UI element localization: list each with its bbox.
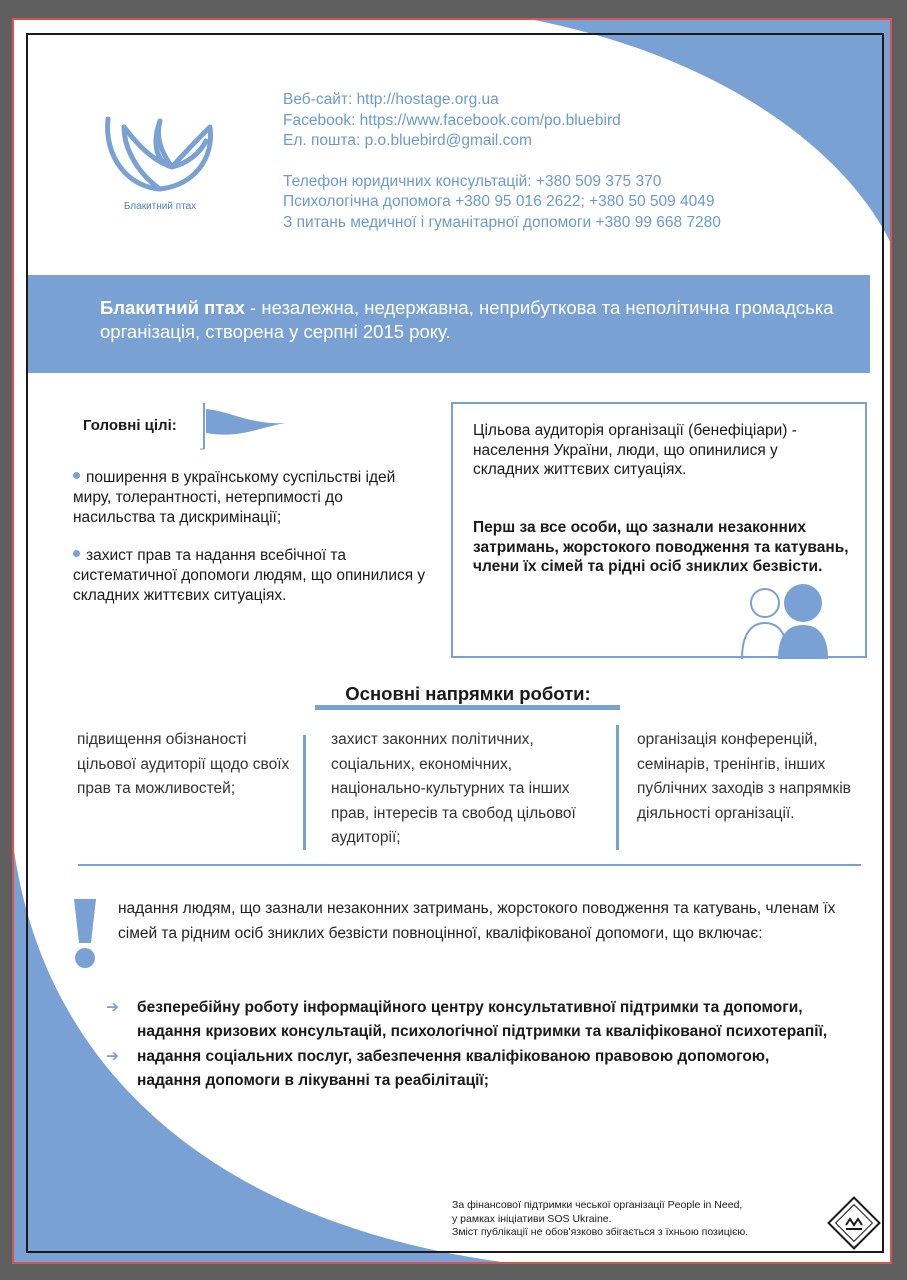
website-link[interactable]: Веб-сайт: http://hostage.org.ua — [283, 91, 499, 108]
bullet-icon — [73, 550, 80, 557]
people-icon — [738, 583, 828, 659]
directions-title-underline — [315, 705, 620, 710]
direction-column-1: підвищення обізнаності цільової аудиторії щодо своїх прав та можливостей; — [77, 731, 290, 798]
flag-icon — [200, 401, 290, 451]
list-item-text: надання допомоги в лікуванні та реабілітації; — [137, 1072, 489, 1090]
list-item-text: надання соціальних послуг, забезпечення кваліфікованою правовою допомогою, — [137, 1047, 770, 1065]
funding-footer — [452, 1199, 812, 1240]
bluebird-logo-icon — [102, 113, 218, 213]
poster-sheet — [12, 18, 892, 1264]
footer-line-2: у рамках ініціативи SOS Ukraine. — [452, 1212, 612, 1225]
arrow-right-icon: ➔ — [106, 999, 119, 1016]
bullet-icon — [73, 472, 80, 479]
audience-text: Цільова аудиторія організації (бенефіціари) - населення України, люди, що опинилися у складних життєвих ситуаціях. — [473, 422, 797, 478]
list-item-text: безперебійну роботу інформаційного центру консультативної підтримки та допомоги, надання кризових консультацій, психологічної підтримки та кваліфікованої психотерапії, — [137, 999, 828, 1041]
facebook-link[interactable]: Facebook: https://www.facebook.com/po.bluebird — [283, 111, 621, 129]
exclamation-icon — [70, 897, 100, 969]
org-description-banner — [28, 275, 870, 373]
content-frame — [26, 33, 884, 1253]
psych-phone: Психологічна допомога +380 95 016 2622; +380 50 509 4049 — [283, 193, 715, 210]
people-in-need-logo-icon — [826, 1195, 882, 1251]
goal-text-2: захист прав та надання всебічної та систематичної допомоги людям, що опинилися у складних життєвих ситуаціях. — [73, 547, 426, 604]
legal-phone: Телефон юридичних консультацій: +380 509 375 370 — [283, 172, 662, 190]
logo-caption: Блакитний птах — [123, 201, 197, 212]
assistance-list — [106, 996, 866, 1094]
arrow-right-icon: ➔ — [106, 1047, 119, 1065]
list-item — [106, 996, 866, 1045]
column-divider — [303, 735, 306, 850]
goal-text-1: поширення в українському суспільстві ідей миру, толерантності, нетерпимості до насильства та дискримінації; — [73, 469, 396, 526]
list-item — [106, 1069, 866, 1093]
goal-item-1 — [73, 468, 428, 528]
goals-title: Головні цілі: — [83, 417, 177, 434]
direction-column-3: організація конференцій, семінарів, тренінгів, інших публічних заходів з напрямків діяльності організації. — [637, 731, 851, 822]
footer-line-3: Зміст публікації не обов'язково збігається з їхньою позицією. — [452, 1226, 749, 1238]
direction-column-2: захист законних політичних, соціальних, економічних, національно-культурних та інших прав, інтересів та свобод цільової аудиторії; — [331, 731, 576, 847]
email-link[interactable]: Ел. пошта: p.o.bluebird@gmail.com — [283, 132, 532, 149]
section-divider — [78, 864, 861, 866]
column-divider — [616, 725, 619, 850]
medical-phone: З питань медичної і гуманітарної допомоги +380 99 668 7280 — [283, 213, 721, 231]
banner-org-name: Блакитний птах — [100, 297, 245, 318]
footer-line-1: За фінансової підтримки чеської організації People in Need, — [452, 1199, 743, 1211]
banner-description: - незалежна, недержавна, неприбуткова та неполітична громадська організація, створена у серпні 2015 року. — [100, 297, 834, 342]
contacts-block — [283, 90, 843, 233]
goal-item-2 — [73, 546, 428, 606]
directions-title: Основні напрямки роботи: — [345, 683, 591, 704]
arrow-right-icon: ➔ — [106, 1072, 119, 1090]
audience-priority-text: Перш за все особи, що зазнали незаконних затримань, жорстокого поводження та катувань, члени їх сімей та рідні осіб зниклих безвісти. — [473, 519, 849, 575]
list-item — [106, 1045, 866, 1069]
assistance-intro: надання людям, що зазнали незаконних затримань, жорстокого поводження та катувань, членам їх сімей та рідним осіб зниклих безвісти повноцінної, кваліфікованої допомоги, що включає: — [118, 900, 836, 942]
